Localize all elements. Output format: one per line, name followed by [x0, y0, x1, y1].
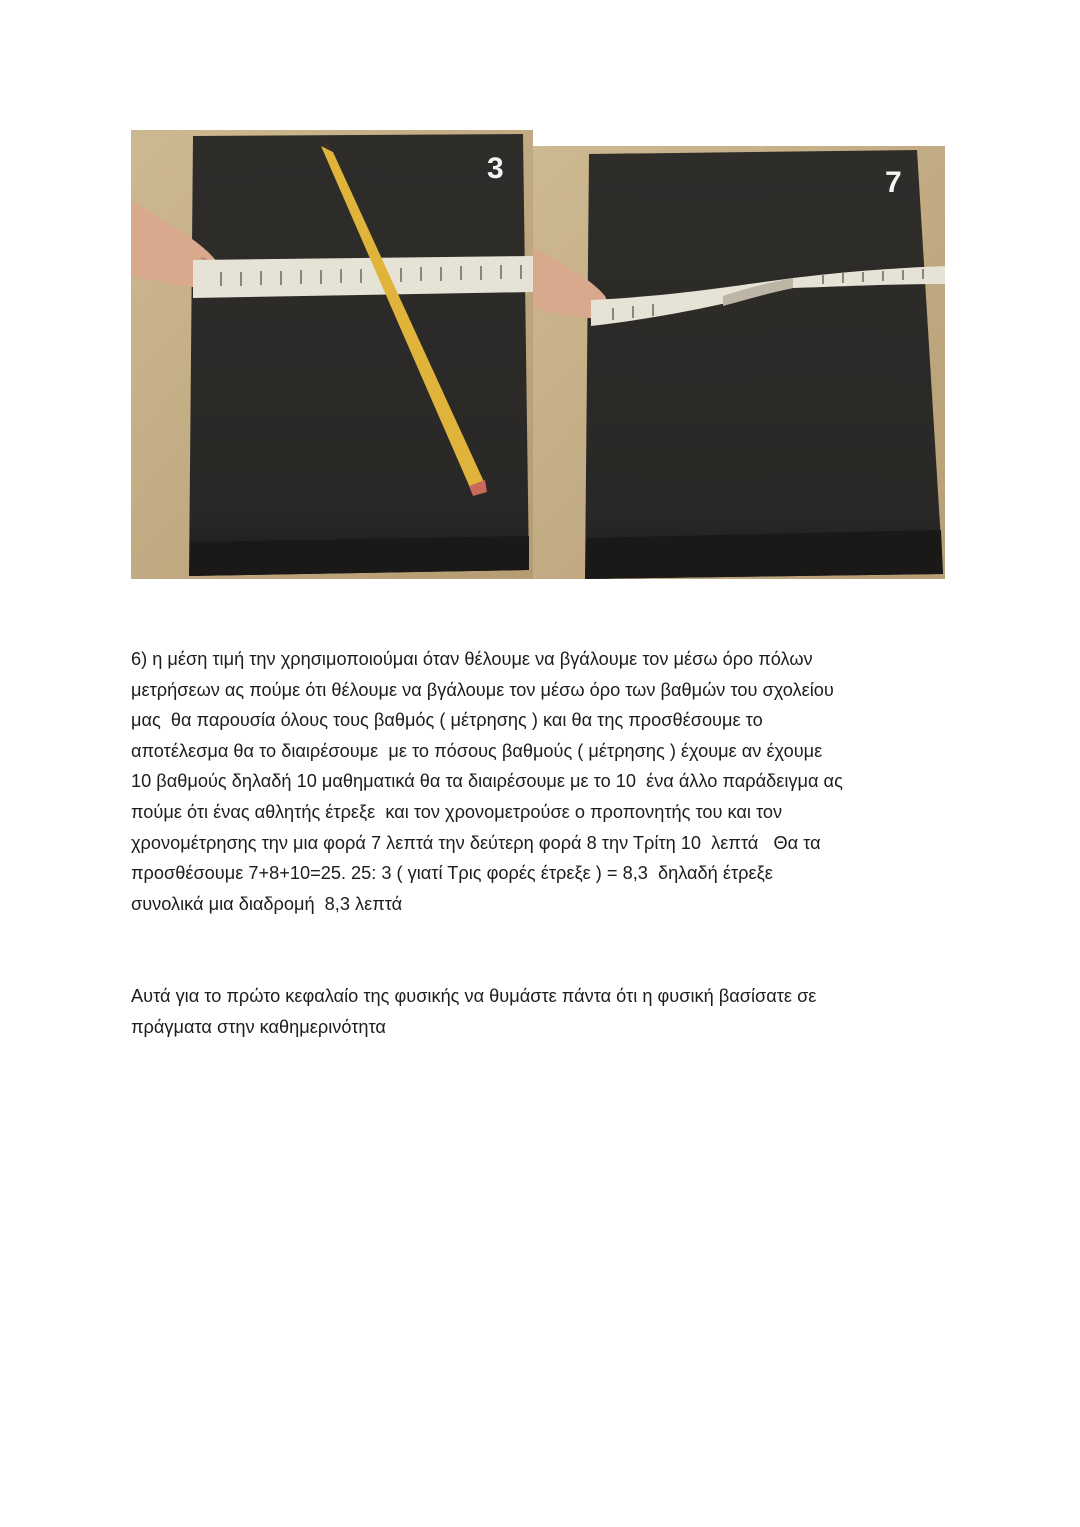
paragraph-1-line: συνολικά μια διαδρομή 8,3 λεπτά [131, 893, 403, 914]
paragraph-2-line: πράγματα στην καθημερινότητα [131, 1016, 386, 1037]
figure-3-label: 3 [487, 152, 504, 185]
paragraph-1-line: μας θα παρουσία όλους τους βαθμός ( μέτρησης ) και θα της προσθέσουμε το [131, 710, 763, 731]
paragraph-conclusion [131, 981, 951, 1042]
paragraph-1-line: χρονομέτρησης την μια φορά 7 λεπτά την δεύτερη φορά 8 την Τρίτη 10 λεπτά Θα τα [131, 832, 821, 853]
photo-ruler-pencil [131, 130, 533, 579]
paragraph-1-line: αποτέλεσμα θα το διαιρέσουμε με το πόσους βαθμούς ( μέτρησης ) έχουμε αν έχουμε [131, 740, 823, 761]
paragraph-mean-value [131, 644, 951, 919]
photo-twisted-tape [533, 146, 945, 579]
paragraph-1-line: μετρήσεων ας πούμε ότι θέλουμε να βγάλουμε τον μέσω όρο των βαθμών του σχολείου [131, 679, 834, 700]
paragraph-1-line: προσθέσουμε 7+8+10=25. 25: 3 ( γιατί Τρις φορές έτρεξε ) = 8,3 δηλαδή έτρεξε [131, 863, 773, 884]
figure-7-label: 7 [885, 166, 902, 199]
paragraph-2-line: Αυτά για το πρώτο κεφαλαίο της φυσικής να θυμάστε πάντα ότι η φυσική βασίσατε σε [131, 986, 817, 1006]
paragraph-1-line: πούμε ότι ένας αθλητής έτρεξε και τον χρονομετρούσε ο προπονητής του και τον [131, 801, 783, 822]
photo-7-illustration [533, 146, 945, 579]
photo-3-illustration [131, 130, 533, 579]
paragraph-1-line: 10 βαθμούς δηλαδή 10 μαθηματικά θα τα διαιρέσουμε με το 10 ένα άλλο παράδειγμα ας [131, 771, 843, 792]
paragraph-1-line: 6) η μέση τιμή την χρησιμοποιούμαι όταν θέλουμε να βγάλουμε τον μέσω όρο πόλων [131, 649, 813, 669]
